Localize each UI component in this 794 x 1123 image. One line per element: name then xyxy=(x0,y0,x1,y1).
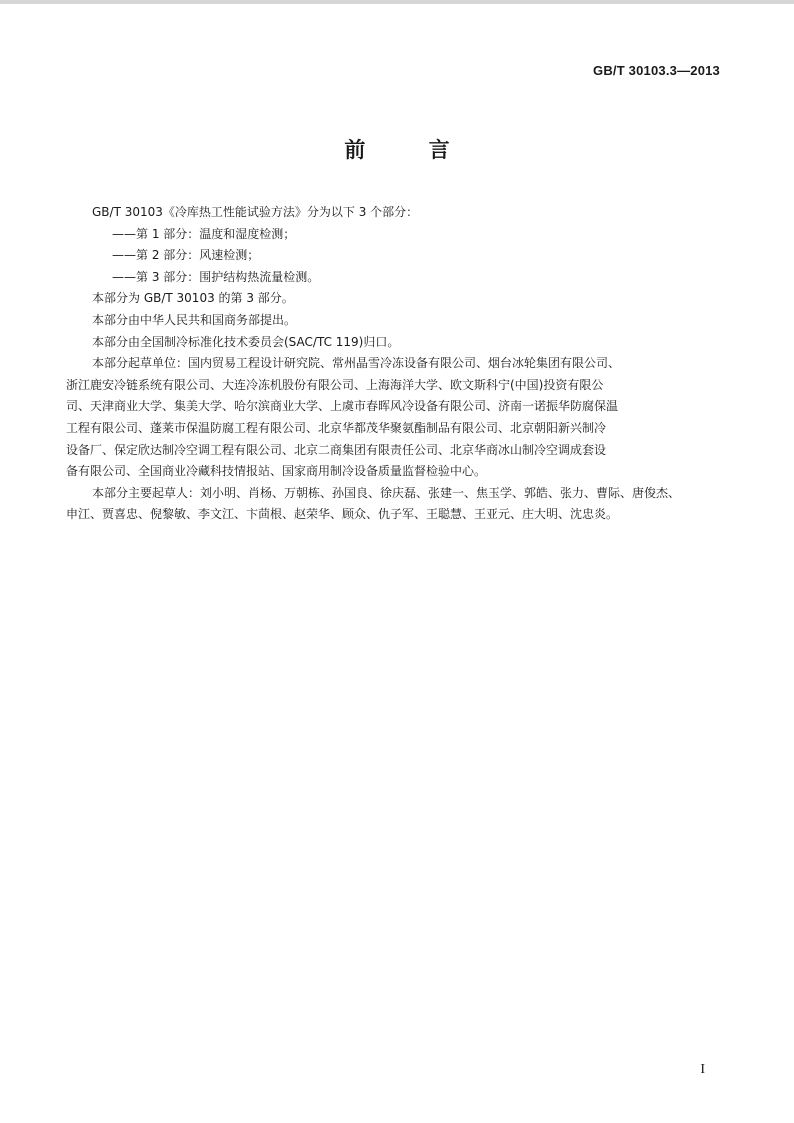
drafting-units-line-5: 设备厂、保定欣达制冷空调工程有限公司、北京二商集团有限责任公司、北京华商冰山制冷空调成套设 xyxy=(66,442,607,457)
part-3-line: ——第 3 部分：围护结构热流量检测。 xyxy=(112,269,320,284)
drafting-units-line-4: 工程有限公司、蓬莱市保温防腐工程有限公司、北京华都茂华聚氨酯制品有限公司、北京朝阳新兴制冷 xyxy=(66,420,607,435)
standard-code: GB/T 30103.3—2013 xyxy=(593,63,720,78)
part-1-line: ——第 1 部分：温度和湿度检测； xyxy=(112,226,296,241)
part-2-line: ——第 2 部分：风速检测； xyxy=(112,248,260,263)
page-title: 前 言 xyxy=(344,138,478,162)
drafting-units-line-3: 司、天津商业大学、集美大学、哈尔滨商业大学、上虞市春晖风冷设备有限公司、济南一诺振华防腐保温 xyxy=(66,399,619,414)
statement-part-line: 本部分为 GB/T 30103 的第 3 部分。 xyxy=(92,291,294,306)
foreword-body xyxy=(66,202,718,526)
drafters-line-1: 本部分主要起草人：刘小明、肖杨、万朝栋、孙国良、徐庆磊、张建一、焦玉学、郭皓、张力、曹际、唐俊杰、 xyxy=(92,485,681,500)
scan-top-edge xyxy=(0,0,794,4)
drafting-units-line-1: 本部分起草单位：国内贸易工程设计研究院、常州晶雪冷冻设备有限公司、烟台冰轮集团有限公司、 xyxy=(92,356,621,371)
statement-committee-line: 本部分由全国制冷标准化技术委员会(SAC/TC 119)归口。 xyxy=(92,334,400,349)
drafting-units-line-6: 备有限公司、全国商业冷藏科技情报站、国家商用制冷设备质量监督检验中心。 xyxy=(66,464,487,479)
page-number: I xyxy=(700,1062,705,1077)
statement-proposer-line: 本部分由中华人民共和国商务部提出。 xyxy=(92,312,297,327)
drafters-line-2: 申江、贾喜忠、倪黎敏、李文江、卞茴根、赵荣华、顾众、仇子军、王聪慧、王亚元、庄大明、沈忠炎。 xyxy=(66,507,619,522)
drafting-units-line-2: 浙江鹿安冷链系统有限公司、大连冷冻机股份有限公司、上海海洋大学、欧文斯科宁(中国)投资有限公 xyxy=(66,377,604,392)
intro-line: GB/T 30103《冷库热工性能试验方法》分为以下 3 个部分： xyxy=(92,205,419,219)
